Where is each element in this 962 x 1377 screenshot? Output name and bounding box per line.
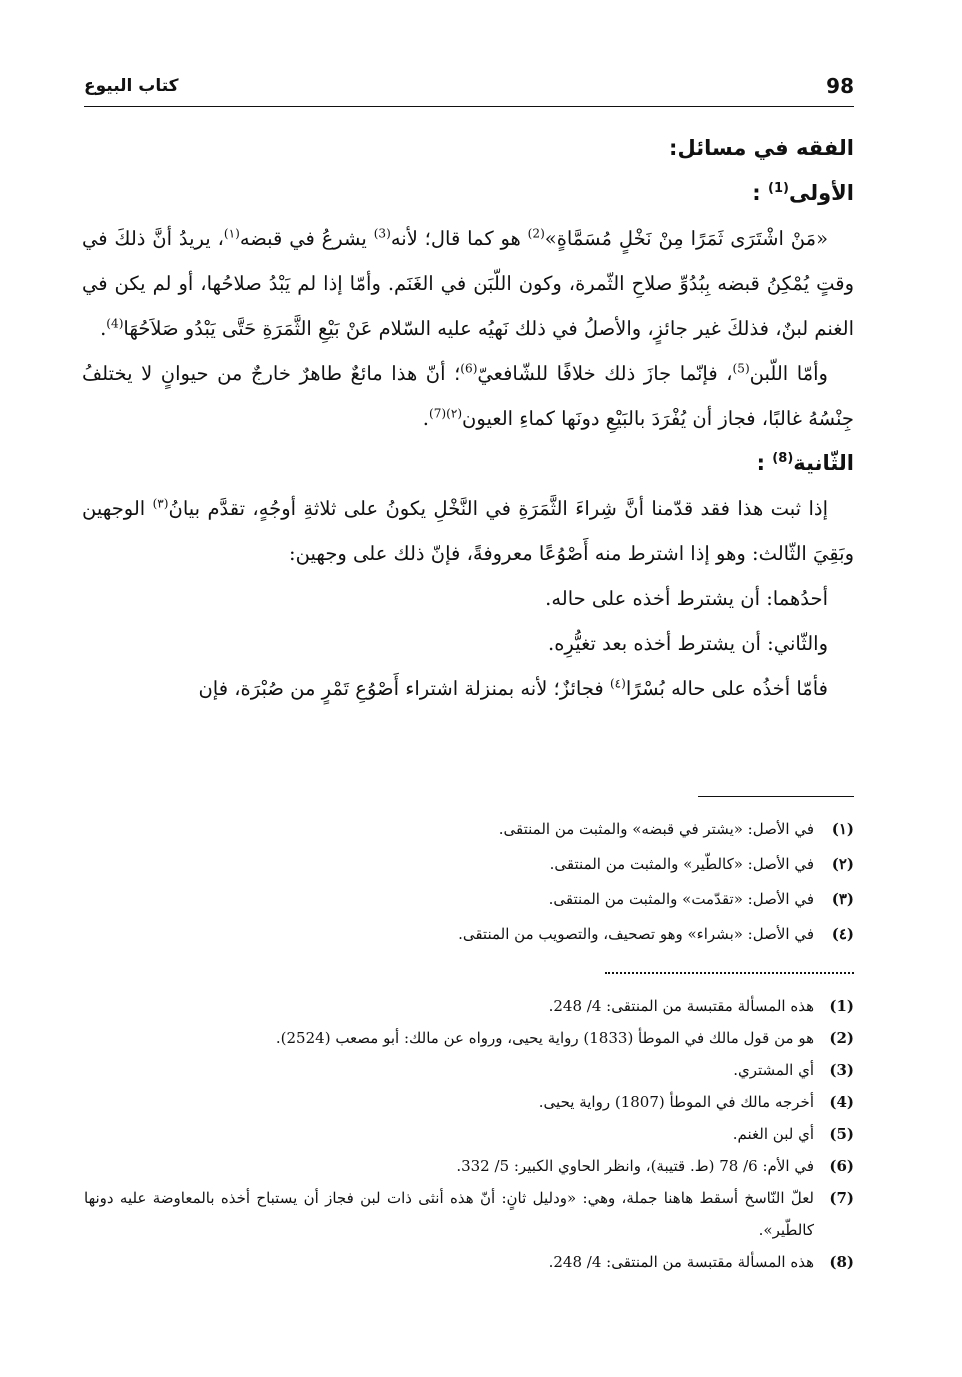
footnote-marker: (8) — [829, 1253, 854, 1271]
footnote-text: في الأصل: «كالطّير» والمثبت من المنتقى. — [549, 855, 814, 873]
footnote-item — [84, 1118, 854, 1150]
book-title: كتاب البيوع — [84, 76, 179, 96]
footnote-ref: (5) — [732, 361, 750, 376]
footnote-marker: (6) — [829, 1157, 854, 1175]
footnote-text: في الأصل: «تقدّمت» والمثبت من المنتقى. — [548, 890, 814, 908]
footnote-item — [84, 990, 854, 1022]
footnote-text: هو من قول مالك في الموطأ (1833) رواية يحيى، ورواه عن مالك: أبو مصعب (2524). — [275, 1029, 814, 1047]
paragraph-4 — [82, 666, 854, 711]
section-heading: الفقه في مسائل: — [669, 136, 854, 160]
second-issue-heading — [82, 441, 854, 486]
footnote-ref: (٢)(7) — [428, 406, 463, 421]
paragraph-text: . — [100, 317, 107, 340]
main-text — [82, 126, 854, 711]
editor-footnotes — [458, 812, 854, 952]
paragraph-text: فأمّا أخذُه على حاله بُسْرًا — [625, 677, 828, 700]
footnote-item — [458, 812, 854, 847]
footnote-marker: (3) — [829, 1061, 854, 1079]
footnote-ref: (٣) — [152, 496, 169, 511]
footnote-item — [458, 917, 854, 952]
footnote-text: في الأم: 6/ 78 (ط. قتيبة)، وانظر الحاوي الكبير: 5/ 332. — [456, 1157, 814, 1175]
heading-colon: : — [752, 181, 761, 205]
footnote-text: أخرجه مالك في الموطأ (1807) رواية يحيى. — [538, 1093, 814, 1111]
footnote-marker: (7) — [829, 1189, 854, 1207]
running-header — [84, 70, 854, 107]
footnote-item — [84, 1246, 854, 1278]
footnote-text: أي المشتري. — [733, 1061, 814, 1079]
page-number: 98 — [826, 74, 854, 98]
footnote-text: في الأصل: «يشتر في قبضه» والمثبت من المنتقى. — [498, 820, 814, 838]
paragraph-2 — [82, 351, 854, 441]
footnote-item — [84, 1182, 854, 1246]
paragraph-text: ، يريدُ أنَّ ذلكَ في وقتٍ يُمْكِنُ قبضه بِبُدُوِّ صلاحِ الثّمرة، وكون اللّبَن في الغَنَم. وأمّا إذا لم يَبْدُ صلاحُها، أو لم يكن في الغنم لبنٌ، فذلكَ غير جائزٍ، والأصلُ في ذلك نَهيُه عليه السّلام عَنْ بَيْعِ الثَّمَرَةِ حَتَّى يَبْدُو صَلاَحُهَا — [82, 227, 854, 340]
footnote-ref: (2) — [527, 226, 545, 241]
hadith-quote: «مَنْ اشْتَرَى ثَمَرًا مِنْ نَخْلٍ مُسَمَّاةٍ» — [544, 227, 828, 250]
footnote-item — [84, 1022, 854, 1054]
footnote-item — [458, 882, 854, 917]
footnote-item — [84, 1054, 854, 1086]
second-issue-title: الثّانية — [793, 451, 854, 475]
dotted-separator — [605, 972, 854, 974]
paragraph-text: إذا ثبت هذا فقد قدّمنا أنَّ شِراءَ الثَّمَرَةِ في النَّخْلِ يكونُ على ثلاثةِ أوجُهٍ، تقدَّم بيانُ — [168, 497, 828, 520]
footnote-marker: (5) — [829, 1125, 854, 1143]
footnote-ref: (٤) — [609, 676, 626, 691]
footnote-text: لعلّ النّاسخ أسقط هاهنا جملة، وهي: «ودليل ثانٍ: أنّ هذه أنثى ذات لبن فجاز أن يستباح أخذه بالمعاوضة عليه دونها كالطّير». — [84, 1189, 814, 1239]
paragraph-text: ؛ أنّ هذا مائعٌ طاهرٌ خارجٌ من حيوانٍ لا يختلفُ جِنْسُهُ غالبًا، فجاز أن يُفْرَدَ بالبَيْعِ دونَها كماءِ العيون — [82, 362, 854, 430]
first-issue-heading — [82, 171, 854, 216]
paragraph-1 — [82, 216, 854, 351]
case-item-1: أحدُهما: أن يشترط أخذه على حاله. — [545, 587, 828, 610]
footnote-marker: (١) — [831, 820, 854, 838]
paragraph-text: ، فإنّما جازَ ذلك خلافًا للشّافعيّ — [477, 362, 733, 385]
footnote-item — [84, 1086, 854, 1118]
footnote-marker: (٤) — [831, 925, 854, 943]
footnote-text: هذه المسألة مقتبسة من المنتقى: 4/ 248. — [548, 997, 814, 1015]
paragraph-text: فجائزٌ؛ لأنه بمنزلة اشتراء أَصْوُعِ تَمْرٍ من صُبْرَة، فإن — [198, 677, 610, 700]
footnote-text: هذه المسألة مقتبسة من المنتقى: 4/ 248. — [548, 1253, 814, 1271]
footnote-text: أي لبن الغنم. — [732, 1125, 814, 1143]
footnote-ref: (8) — [772, 451, 794, 466]
paragraph-text: . — [422, 407, 429, 430]
heading-colon: : — [756, 451, 765, 475]
footnote-item — [458, 847, 854, 882]
footnote-marker: (1) — [829, 997, 854, 1015]
footnote-marker: (2) — [829, 1029, 854, 1047]
paragraph-text: هو كما قال؛ لأنه — [390, 227, 528, 250]
footnote-marker: (٣) — [831, 890, 854, 908]
paragraph-text: وأمّا اللّبن — [749, 362, 828, 385]
footnote-divider — [698, 796, 854, 797]
paragraph-3 — [82, 486, 854, 576]
footnote-item — [84, 1150, 854, 1182]
first-issue-title: الأولى — [788, 181, 854, 205]
footnote-ref: (١) — [223, 226, 240, 241]
footnote-ref: (1) — [768, 181, 789, 196]
paragraph-text: يشرعُ في قبضه — [239, 227, 374, 250]
footnote-ref: (4) — [106, 316, 124, 331]
footnote-marker: (٢) — [831, 855, 854, 873]
paragraph-text: الوجهين وبَقِيَ الثّالث: وهو إذا اشترط منه أَصْوُعًا معروفةً، فإنّ ذلك على وجهين: — [82, 497, 854, 565]
source-footnotes — [84, 990, 854, 1278]
footnote-ref: (6) — [460, 361, 478, 376]
footnote-marker: (4) — [829, 1093, 854, 1111]
footnote-text: في الأصل: «بشراء» وهو تصحيف، والتصويب من المنتقى. — [458, 925, 814, 943]
case-item-2: والثّاني: أن يشترط أخذه بعد تغيُّرِه. — [548, 632, 828, 655]
footnote-ref: (3) — [373, 226, 391, 241]
